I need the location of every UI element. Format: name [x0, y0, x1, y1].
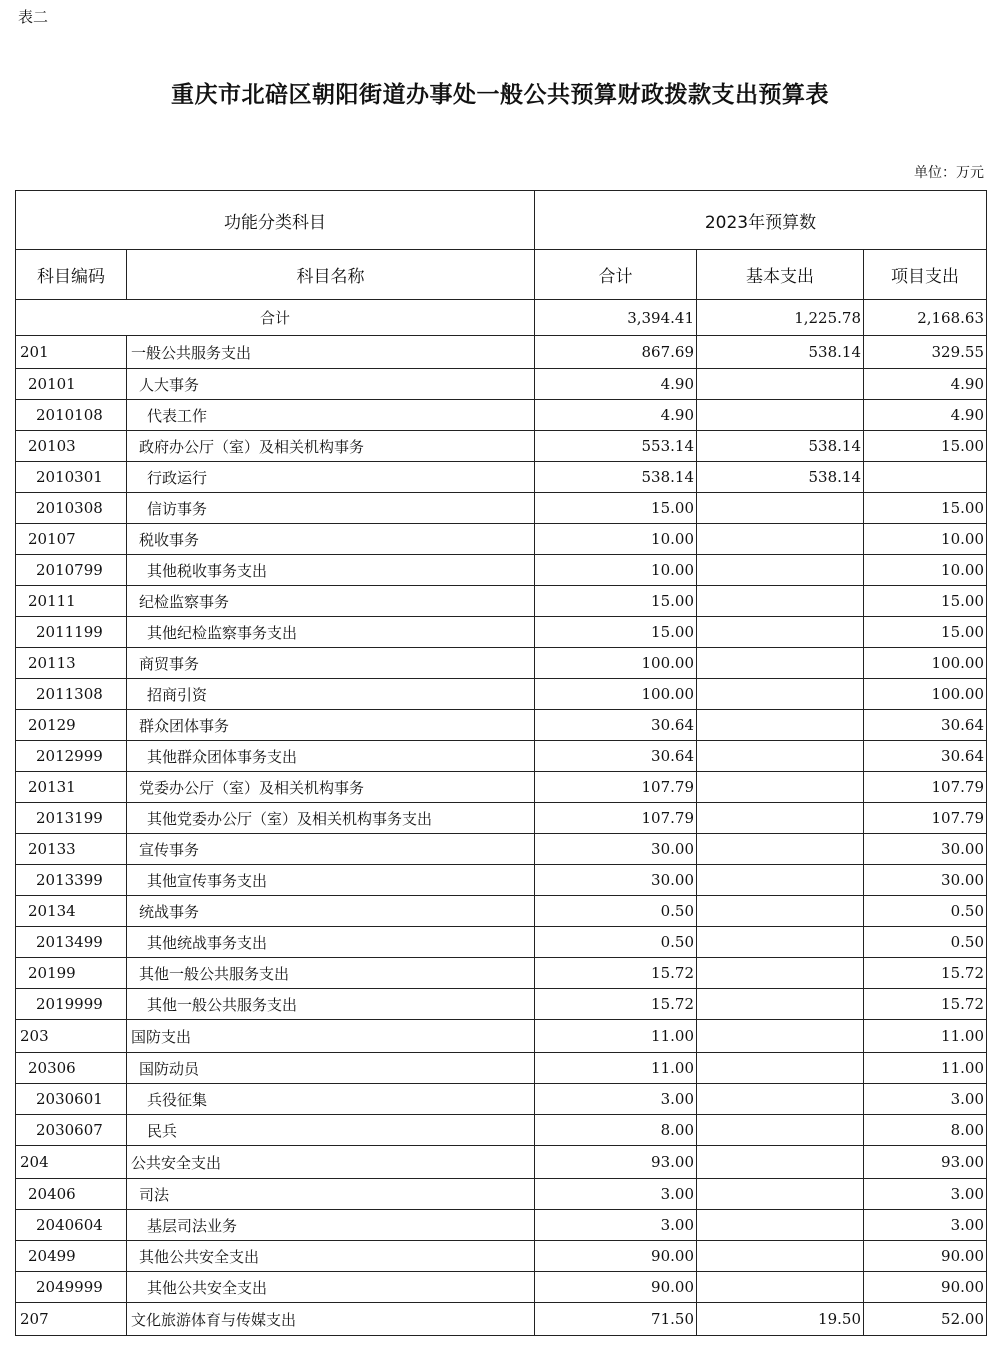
table-row: [16, 1020, 987, 1053]
table-row: [16, 586, 987, 617]
row-total: 11.00: [535, 1020, 697, 1053]
row-project: 15.72: [864, 989, 987, 1020]
row-name: 其他一般公共服务支出: [127, 958, 535, 989]
table-row: [16, 834, 987, 865]
row-project: 15.00: [864, 493, 987, 524]
table-row: [16, 1146, 987, 1179]
table-row: [16, 679, 987, 710]
row-name: 统战事务: [127, 896, 535, 927]
row-project: 8.00: [864, 1115, 987, 1146]
row-total: 0.50: [535, 927, 697, 958]
row-basic: [697, 369, 864, 400]
row-total: 93.00: [535, 1146, 697, 1179]
row-total: 10.00: [535, 555, 697, 586]
row-basic: [697, 1053, 864, 1084]
row-total: 3.00: [535, 1210, 697, 1241]
row-project: 15.72: [864, 958, 987, 989]
row-name: 信访事务: [127, 493, 535, 524]
row-total: 15.00: [535, 617, 697, 648]
row-basic: [697, 710, 864, 741]
row-name: 党委办公厅（室）及相关机构事务: [127, 772, 535, 803]
row-code: 20134: [16, 896, 127, 927]
row-total: 107.79: [535, 803, 697, 834]
row-code: 20111: [16, 586, 127, 617]
table-row: [16, 1053, 987, 1084]
header-project: 项目支出: [864, 250, 987, 300]
table-row: [16, 1179, 987, 1210]
row-project: 30.64: [864, 710, 987, 741]
row-total: 15.72: [535, 958, 697, 989]
row-code: 20113: [16, 648, 127, 679]
table-row: [16, 741, 987, 772]
row-code: 201: [16, 336, 127, 369]
row-total: 30.00: [535, 865, 697, 896]
row-total: 15.72: [535, 989, 697, 1020]
table-row: [16, 1241, 987, 1272]
row-basic: [697, 586, 864, 617]
row-basic: [697, 648, 864, 679]
row-project: 30.00: [864, 865, 987, 896]
row-basic: [697, 679, 864, 710]
row-code: 2011199: [16, 617, 127, 648]
row-project: 90.00: [864, 1241, 987, 1272]
row-name: 宣传事务: [127, 834, 535, 865]
row-code: 207: [16, 1303, 127, 1336]
row-code: 20103: [16, 431, 127, 462]
row-basic: [697, 927, 864, 958]
row-project: 30.64: [864, 741, 987, 772]
row-project: 10.00: [864, 524, 987, 555]
total-row-label: 合计: [16, 300, 535, 336]
row-project: 0.50: [864, 896, 987, 927]
row-name: 国防动员: [127, 1053, 535, 1084]
row-project: 10.00: [864, 555, 987, 586]
row-project: 15.00: [864, 617, 987, 648]
table-number: 表二: [18, 8, 49, 26]
row-name: 基层司法业务: [127, 1210, 535, 1241]
row-total: 107.79: [535, 772, 697, 803]
row-name: 行政运行: [127, 462, 535, 493]
header-total: 合计: [535, 250, 697, 300]
row-total: 4.90: [535, 400, 697, 431]
row-total: 3.00: [535, 1179, 697, 1210]
row-project: 52.00: [864, 1303, 987, 1336]
row-project: 15.00: [864, 431, 987, 462]
row-total: 15.00: [535, 586, 697, 617]
total-row-total: 3,394.41: [535, 300, 697, 336]
row-name: 司法: [127, 1179, 535, 1210]
row-basic: [697, 1272, 864, 1303]
row-name: 其他税收事务支出: [127, 555, 535, 586]
row-total: 100.00: [535, 648, 697, 679]
row-basic: [697, 617, 864, 648]
row-basic: [697, 958, 864, 989]
row-name: 一般公共服务支出: [127, 336, 535, 369]
table-row: [16, 989, 987, 1020]
row-total: 867.69: [535, 336, 697, 369]
row-total: 30.64: [535, 710, 697, 741]
row-basic: [697, 741, 864, 772]
row-code: 204: [16, 1146, 127, 1179]
row-name: 其他统战事务支出: [127, 927, 535, 958]
row-basic: 538.14: [697, 462, 864, 493]
row-basic: [697, 803, 864, 834]
row-basic: [697, 1084, 864, 1115]
row-basic: [697, 1146, 864, 1179]
row-project: 11.00: [864, 1020, 987, 1053]
row-code: 20133: [16, 834, 127, 865]
total-row-basic: 1,225.78: [697, 300, 864, 336]
table-row: [16, 400, 987, 431]
row-total: 8.00: [535, 1115, 697, 1146]
table-row: [16, 710, 987, 741]
row-basic: [697, 1020, 864, 1053]
table-row: [16, 555, 987, 586]
row-project: 3.00: [864, 1084, 987, 1115]
row-name: 税收事务: [127, 524, 535, 555]
row-basic: [697, 834, 864, 865]
row-name: 其他群众团体事务支出: [127, 741, 535, 772]
header-code: 科目编码: [16, 250, 127, 300]
row-code: 2010799: [16, 555, 127, 586]
row-basic: [697, 989, 864, 1020]
table-row: [16, 648, 987, 679]
table-row: [16, 896, 987, 927]
table-row: [16, 462, 987, 493]
row-project: 4.90: [864, 369, 987, 400]
row-basic: [697, 1179, 864, 1210]
row-name: 群众团体事务: [127, 710, 535, 741]
header-name: 科目名称: [127, 250, 535, 300]
row-total: 10.00: [535, 524, 697, 555]
row-code: 2010308: [16, 493, 127, 524]
table-row: [16, 617, 987, 648]
row-basic: [697, 865, 864, 896]
row-code: 2011308: [16, 679, 127, 710]
row-basic: [697, 1210, 864, 1241]
row-basic: [697, 1115, 864, 1146]
row-name: 其他公共安全支出: [127, 1241, 535, 1272]
row-code: 2013499: [16, 927, 127, 958]
row-project: 4.90: [864, 400, 987, 431]
row-total: 100.00: [535, 679, 697, 710]
row-name: 民兵: [127, 1115, 535, 1146]
row-code: 2010108: [16, 400, 127, 431]
row-project: 107.79: [864, 772, 987, 803]
row-project: 107.79: [864, 803, 987, 834]
table-row: [16, 1272, 987, 1303]
row-total: 3.00: [535, 1084, 697, 1115]
table-row: [16, 927, 987, 958]
page-title: 重庆市北碚区朝阳街道办事处一般公共预算财政拨款支出预算表: [171, 81, 829, 108]
row-code: 2012999: [16, 741, 127, 772]
table-row: [16, 1115, 987, 1146]
row-project: 0.50: [864, 927, 987, 958]
row-total: 11.00: [535, 1053, 697, 1084]
unit-label: 单位：万元: [914, 165, 984, 181]
row-code: 2013399: [16, 865, 127, 896]
row-name: 国防支出: [127, 1020, 535, 1053]
row-code: 2010301: [16, 462, 127, 493]
row-project: 93.00: [864, 1146, 987, 1179]
row-basic: [697, 400, 864, 431]
header-functional-category: 功能分类科目: [16, 191, 535, 250]
row-code: 20131: [16, 772, 127, 803]
row-name: 其他一般公共服务支出: [127, 989, 535, 1020]
row-total: 30.64: [535, 741, 697, 772]
row-name: 人大事务: [127, 369, 535, 400]
table-row: [16, 336, 987, 369]
row-name: 公共安全支出: [127, 1146, 535, 1179]
table-row: [16, 1210, 987, 1241]
row-code: 20107: [16, 524, 127, 555]
row-project: 329.55: [864, 336, 987, 369]
total-row-project: 2,168.63: [864, 300, 987, 336]
row-name: 招商引资: [127, 679, 535, 710]
row-project: 30.00: [864, 834, 987, 865]
row-total: 71.50: [535, 1303, 697, 1336]
row-total: 15.00: [535, 493, 697, 524]
row-basic: [697, 555, 864, 586]
row-name: 商贸事务: [127, 648, 535, 679]
row-total: 538.14: [535, 462, 697, 493]
row-basic: [697, 493, 864, 524]
row-name: 其他党委办公厅（室）及相关机构事务支出: [127, 803, 535, 834]
row-code: 203: [16, 1020, 127, 1053]
row-code: 2030601: [16, 1084, 127, 1115]
row-name: 其他纪检监察事务支出: [127, 617, 535, 648]
row-total: 90.00: [535, 1272, 697, 1303]
row-code: 20306: [16, 1053, 127, 1084]
table-row: [16, 524, 987, 555]
row-name: 文化旅游体育与传媒支出: [127, 1303, 535, 1336]
row-name: 其他宣传事务支出: [127, 865, 535, 896]
header-budget-2023: 2023年预算数: [535, 191, 987, 250]
table-row: [16, 958, 987, 989]
row-project: 100.00: [864, 648, 987, 679]
row-code: 20406: [16, 1179, 127, 1210]
row-name: 其他公共安全支出: [127, 1272, 535, 1303]
row-basic: [697, 1241, 864, 1272]
row-name: 代表工作: [127, 400, 535, 431]
row-total: 553.14: [535, 431, 697, 462]
row-basic: [697, 524, 864, 555]
row-basic: 538.14: [697, 336, 864, 369]
table-row: [16, 865, 987, 896]
row-name: 政府办公厅（室）及相关机构事务: [127, 431, 535, 462]
row-project: [864, 462, 987, 493]
row-total: 30.00: [535, 834, 697, 865]
row-code: 2030607: [16, 1115, 127, 1146]
row-code: 2013199: [16, 803, 127, 834]
row-code: 20129: [16, 710, 127, 741]
row-code: 20199: [16, 958, 127, 989]
row-basic: [697, 896, 864, 927]
row-code: 2040604: [16, 1210, 127, 1241]
row-project: 3.00: [864, 1210, 987, 1241]
budget-table: [15, 190, 987, 1336]
row-basic: 538.14: [697, 431, 864, 462]
row-project: 3.00: [864, 1179, 987, 1210]
table-row: [16, 369, 987, 400]
table-row: [16, 772, 987, 803]
row-total: 0.50: [535, 896, 697, 927]
table-row: [16, 493, 987, 524]
table-row: [16, 803, 987, 834]
table-row: [16, 1303, 987, 1336]
row-project: 100.00: [864, 679, 987, 710]
row-code: 20499: [16, 1241, 127, 1272]
row-basic: 19.50: [697, 1303, 864, 1336]
row-name: 兵役征集: [127, 1084, 535, 1115]
table-row: [16, 431, 987, 462]
row-code: 20101: [16, 369, 127, 400]
header-basic: 基本支出: [697, 250, 864, 300]
row-project: 11.00: [864, 1053, 987, 1084]
row-name: 纪检监察事务: [127, 586, 535, 617]
row-code: 2019999: [16, 989, 127, 1020]
row-total: 4.90: [535, 369, 697, 400]
row-code: 2049999: [16, 1272, 127, 1303]
row-project: 90.00: [864, 1272, 987, 1303]
row-basic: [697, 772, 864, 803]
table-row: [16, 1084, 987, 1115]
row-total: 90.00: [535, 1241, 697, 1272]
row-project: 15.00: [864, 586, 987, 617]
